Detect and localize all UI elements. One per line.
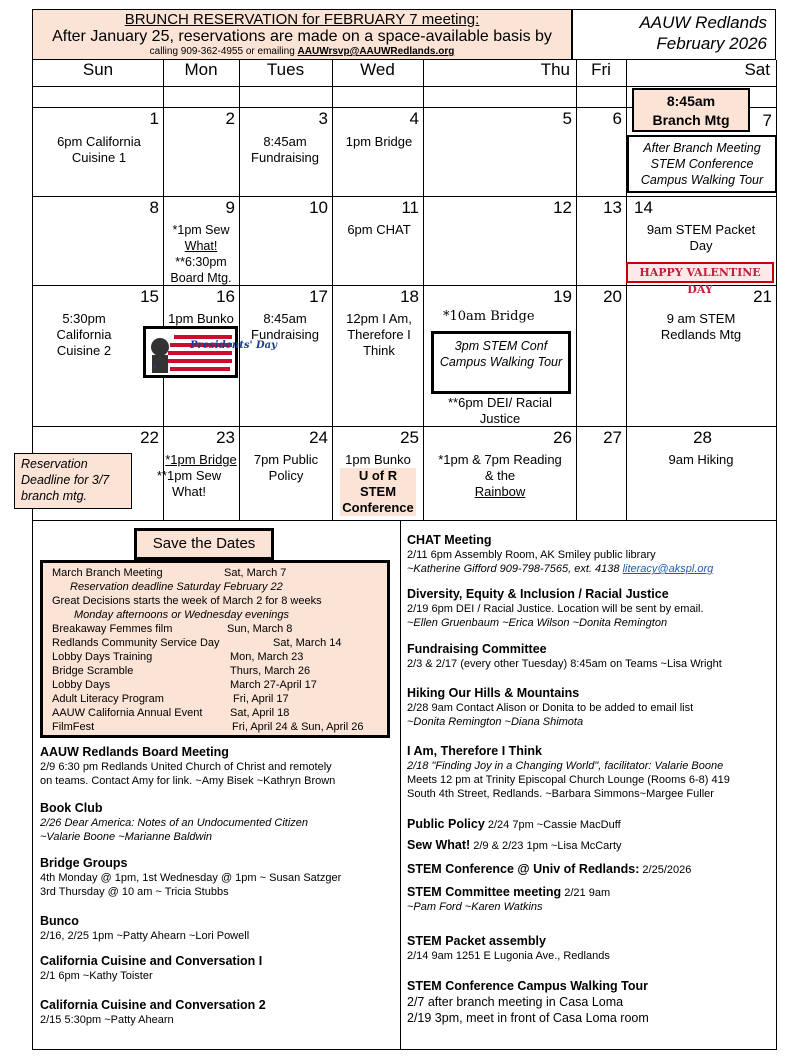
- event-board-mtg[interactable]: **6:30pm Board Mtg.: [170, 255, 232, 285]
- event-reading-rainbow[interactable]: *1pm & 7pm Reading & the Rainbow: [438, 452, 562, 499]
- group-stem-committee: STEM Committee meeting 2/21 9am ~Pam Ford ~Karen Watkins: [407, 885, 611, 913]
- event-branch-meeting[interactable]: 8:45am Branch Mtg: [632, 88, 750, 132]
- day-cell-18[interactable]: 18 12pm I Am, Therefore I Think: [332, 285, 424, 427]
- event-cal-cuisine-1[interactable]: 6pm California Cuisine 1: [57, 134, 141, 165]
- day-cell-24[interactable]: 24 7pm Public Policy: [239, 426, 333, 521]
- day-header-mon: Mon: [163, 60, 240, 87]
- day-cell-17[interactable]: 17 8:45am Fundraising: [239, 285, 333, 427]
- reservation-title: BRUNCH RESERVATION for FEBRUARY 7 meeting:: [124, 11, 480, 28]
- day-cell-23[interactable]: 23 *1pm Bridge **1pm Sew What!: [163, 426, 240, 521]
- day-cell-4[interactable]: 4 1pm Bridge: [332, 107, 424, 197]
- group-stem-walking-tour: STEM Conference Campus Walking Tour 2/7 after branch meeting in Casa Loma 2/19 3pm, meet in front of Casa Loma room: [407, 979, 649, 1025]
- event-sew-what[interactable]: *1pm Sew What!: [172, 223, 230, 253]
- day-header-fri: Fri: [576, 60, 627, 87]
- valentine-banner: HAPPY VALENTINE DAY: [626, 262, 774, 283]
- group-cal-cuisine-1: California Cuisine and Conversation I 2/1 6pm ~Kathy Toister: [40, 954, 263, 982]
- month-name: February 2026: [656, 34, 767, 53]
- event-sew-what-23[interactable]: **1pm Sew What!: [156, 468, 222, 499]
- chat-email-link[interactable]: literacy@akspl.org: [622, 563, 714, 575]
- event-bridge-23[interactable]: *1pm Bridge: [165, 452, 237, 467]
- event-dei-racial-justice[interactable]: **6pm DEI/ Racial Justice: [447, 395, 553, 426]
- group-book-club: Book Club 2/26 Dear America: Notes of an Undocumented Citizen ~Valarie Boone ~Marianne Baldwin: [40, 801, 309, 843]
- day-header-thu: Thu: [423, 60, 577, 87]
- day-cell-26[interactable]: 26 *1pm & 7pm Reading & the Rainbow: [423, 426, 577, 521]
- event-bunko-25[interactable]: 1pm Bunko: [345, 452, 411, 467]
- calendar-title: [572, 9, 776, 60]
- day-cell-25[interactable]: 25 1pm Bunko U of R STEM Conference: [332, 426, 424, 521]
- day-cell-3[interactable]: 3 8:45am Fundraising: [239, 107, 333, 197]
- group-bunco: Bunco 2/16, 2/25 1pm ~Patty Ahearn ~Lori Powell: [40, 914, 250, 942]
- day-cell-22[interactable]: 22: [32, 426, 164, 521]
- group-board-meeting: AAUW Redlands Board Meeting 2/9 6:30 pm Redlands United Church of Christ and remotely on teams. Contact Amy for link. ~Amy Bisek ~Kathryn Brown: [40, 745, 336, 787]
- reservation-email[interactable]: AAUWrsvp@AAUWRedlands.org: [297, 46, 455, 57]
- presidents-day-label: Presidents' Day: [190, 340, 277, 351]
- day-cell-28[interactable]: 28 9am Hiking: [626, 426, 777, 521]
- day-cell-10[interactable]: 10: [239, 196, 333, 286]
- day-cell-7[interactable]: 7: [626, 107, 777, 197]
- day-header-tues: Tues: [239, 60, 333, 87]
- group-stem-conference: STEM Conference @ Univ of Redlands: 2/25/2026: [407, 862, 692, 876]
- save-dates-title: Save the Dates: [134, 528, 274, 560]
- day-header-wed: Wed: [332, 60, 424, 87]
- day-cell-15[interactable]: 15 5:30pm California Cuisine 2: [32, 285, 164, 427]
- group-sew-what: Sew What! 2/9 & 2/23 1pm ~Lisa McCarty: [407, 838, 622, 852]
- day-header-sun: Sun: [32, 60, 164, 87]
- group-stem-packet: STEM Packet assembly 2/14 9am 1251 E Lugonia Ave., Redlands: [407, 934, 610, 962]
- day-cell-2[interactable]: 2: [163, 107, 240, 197]
- event-hiking[interactable]: 9am Hiking: [668, 452, 734, 467]
- event-stem-redlands-mtg[interactable]: 9 am STEM Redlands Mtg: [660, 311, 742, 342]
- event-stem-packet-day[interactable]: 9am STEM Packet Day: [646, 222, 756, 253]
- great-decisions: Great Decisions starts the week of March 2 for 8 weeks: [52, 595, 322, 607]
- event-stem-walking-tour[interactable]: After Branch Meeting STEM Conference Campus Walking Tour: [627, 135, 777, 193]
- event-bunko[interactable]: 1pm Bunko: [168, 311, 234, 326]
- save-dates-list: March Branch Meeting Sat, March 7 Reservation deadline Saturday February 22 Great Decisions starts the week of March 2 for 8 weeks Monday afternoons or Wednesday evenings Breakaway Femmes film Sun, March 8 Redlands Community Service Day Sat, March 14 Lobby Days Training Mon, March 23 Bridge Scramble Thurs, March 26 Lobby Days March 27-April 17 Adult Literacy Program Fri, April 17 AAUW California Annual Event Sat, April 18 FilmFest Fri, April 24 & Sun, April 26: [40, 560, 390, 738]
- day-cell-20[interactable]: 20: [576, 285, 627, 427]
- reservation-contact: calling 909-362-4955 or emailing AAUWrsvp@AAUWRedlands.org: [149, 46, 455, 57]
- day-cell-16[interactable]: 16 1pm Bunko ★ Presidents' Day: [163, 285, 240, 427]
- event-chat[interactable]: 6pm CHAT: [347, 222, 411, 237]
- group-i-am: I Am, Therefore I Think 2/18 "Finding Joy in a Changing World", facilitator: Valarie Boone Meets 12 pm at Trinity Episcopal Church Lounge (Rooms 6-8) 419 South 4th Street, Redlands. ~Barbara Simmons~Margee Fuller: [407, 744, 730, 800]
- day-cell-13[interactable]: 13: [576, 196, 627, 286]
- day-cell-5[interactable]: 5: [423, 107, 577, 197]
- reservation-banner: [32, 9, 572, 60]
- day-cell-19[interactable]: 19 *10am Bridge 3pm STEM Conf Campus Walking Tour **6pm DEI/ Racial Justice: [423, 285, 577, 427]
- group-public-policy: Public Policy 2/24 7pm ~Cassie MacDuff: [407, 817, 621, 831]
- day-cell-9[interactable]: 9 *1pm Sew What! **6:30pm Board Mtg.: [163, 196, 240, 286]
- group-dei: Diversity, Equity & Inclusion / Racial Justice 2/19 6pm DEI / Racial Justice. Location will be sent by email. ~Ellen Gruenbaum ~Erica Wilson ~Donita Remington: [407, 587, 704, 629]
- event-i-am-therefore[interactable]: 12pm I Am, Therefore I Think: [346, 311, 412, 358]
- event-fundraising[interactable]: 8:45am Fundraising: [251, 134, 319, 165]
- event-bridge[interactable]: 1pm Bridge: [345, 134, 413, 149]
- day-header-sat: Sat: [626, 60, 777, 87]
- day-cell-11[interactable]: 11 6pm CHAT: [332, 196, 424, 286]
- event-cal-cuisine-2[interactable]: 5:30pm California Cuisine 2: [56, 311, 112, 358]
- day-cell-27[interactable]: 27: [576, 426, 627, 521]
- event-fundraising-17[interactable]: 8:45am Fundraising: [251, 311, 319, 342]
- day-cell-1[interactable]: 1 6pm California Cuisine 1: [32, 107, 164, 197]
- day-cell-8[interactable]: 8: [32, 196, 164, 286]
- reservation-deadline-note: Reservation Deadline for 3/7 branch mtg.: [14, 453, 132, 509]
- group-hiking: Hiking Our Hills & Mountains 2/28 9am Contact Alison or Donita to be added to email list ~Donita Remington ~Diana Shimota: [407, 686, 694, 728]
- group-bridge: Bridge Groups 4th Monday @ 1pm, 1st Wednesday @ 1pm ~ Susan Satzger 3rd Thursday @ 10 am ~ Tricia Stubbs: [40, 856, 342, 898]
- org-name: AAUW Redlands: [639, 13, 767, 32]
- day-cell-12[interactable]: 12: [423, 196, 577, 286]
- event-bridge-19[interactable]: *10am Bridge: [443, 309, 535, 324]
- svg-text:★: ★: [152, 365, 158, 371]
- group-fundraising: Fundraising Committee 2/3 & 2/17 (every other Tuesday) 8:45am on Teams ~Lisa Wright: [407, 642, 722, 670]
- day-cell-14[interactable]: 14 9am STEM Packet Day HAPPY VALENTINE DAY: [626, 196, 777, 286]
- group-chat: CHAT Meeting 2/11 6pm Assembly Room, AK Smiley public library ~Katherine Gifford 909-798-7565, ext. 4138 literacy@akspl.org: [407, 533, 714, 575]
- group-cal-cuisine-2: California Cuisine and Conversation 2 2/15 5:30pm ~Patty Ahearn: [40, 998, 266, 1026]
- day-cell-21[interactable]: 21 9 am STEM Redlands Mtg: [626, 285, 777, 427]
- reservation-note: After January 25, reservations are made on a space-available basis by: [52, 28, 552, 45]
- event-stem-conference[interactable]: U of R STEM Conference: [340, 468, 416, 516]
- day-cell-6[interactable]: 6: [576, 107, 627, 197]
- event-stem-conf-tour[interactable]: 3pm STEM Conf Campus Walking Tour: [431, 331, 571, 394]
- event-public-policy[interactable]: 7pm Public Policy: [253, 452, 319, 483]
